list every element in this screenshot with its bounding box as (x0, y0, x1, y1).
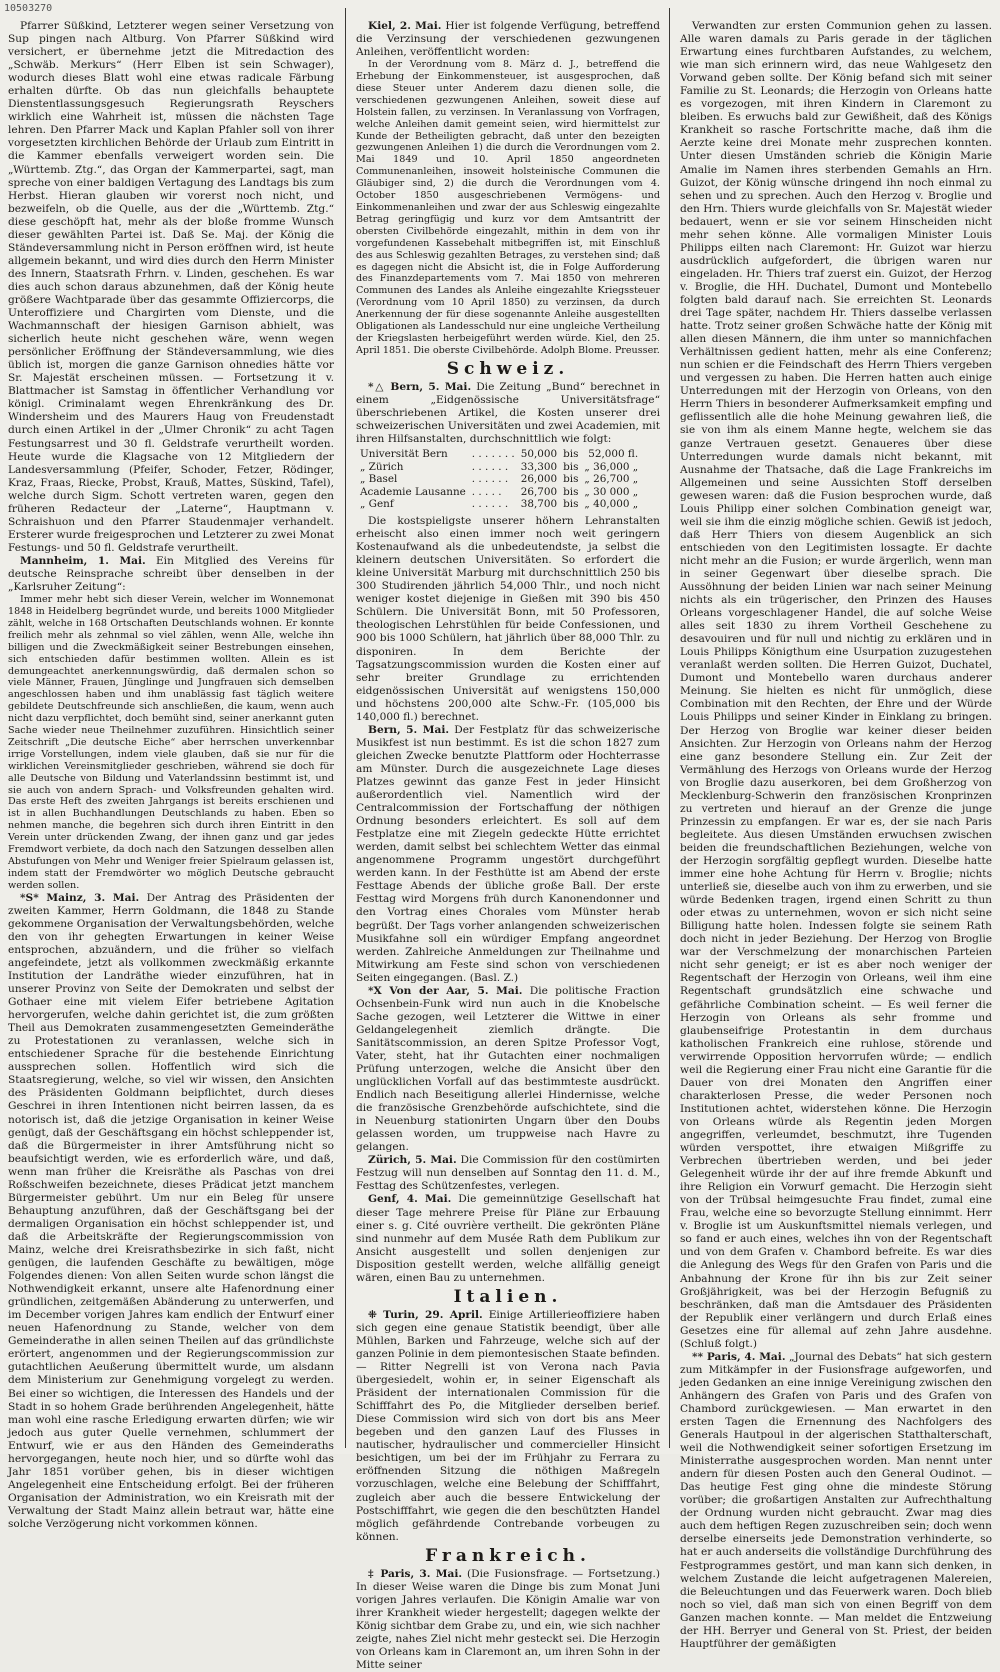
dateline: Mannheim, 1. Mai. (20, 554, 146, 567)
dateline: *X Von der Aar, 5. Mai. (368, 984, 523, 997)
column-1 (8, 20, 334, 1530)
article-text: Die politische Fraction Ochsenbein-Funk wird nun auch in die Knobelsche Sache gezogen, weil Letzterer die Wittwe in einer Geldangelegenheit ziemlich drängte. Die Sanitätscommission, an deren Spitze Professor Vogt, Vater, steht, hat ihr Gutachten einer nochmaligen Prüfung unterzogen, welche die Ansicht über den unglücklichen Vorfall auf das bestimmteste ausdrückt. Endlich nach Beseitigung allerlei Hindernisse, welche die französische Grenzbehörde aufschichtete, sind die in Neuenburg stationirten Ungarn über den Doubs gelassen worden, um truppweise nach Havre zu gelangen. (356, 984, 660, 1154)
leader-dots: . . . . . (471, 485, 502, 498)
article-text: Ein Mitglied des Vereins für deutsche Reinsprache schreibt über denselben in der „Karlsruher Zeitung“: (8, 554, 334, 594)
cost-to: „ 30 000 „ (584, 485, 639, 498)
institution-name: „ Zürich (360, 460, 404, 473)
article-text: Pfarrer Süßkind, Letzterer wegen seiner Versetzung von Sup pingen nach Altburg. Von Pfarrer Süßkind wird versichert, er übernehme jetzt die Mitredaction des „Schwäb. Merkurs“ (Herr Elben ist sein Schwager), wodurch dieses Blatt wohl eine etwas radicale Färbung erhalten dürfte. Ob das nun gleichfalls behauptete Dienstentlassungsgesuch Regierungsrath Reyschers wirklich eine Wahrheit ist, müssen die nächsten Tage lehren. Den Pfarrer Mack und Kaplan Pfahler soll von ihrer vorgesetzten kirchlichen Behörde der Urlaub zum Eintritt in die Kammer ebenfalls verweigert worden sein. Die „Württemb. Ztg.“, das Organ der Kammerpartei, sagt, man spreche von einer baldigen Vertagung des Landtags bis zum Herbst. Hieran glauben wir vorerst noch nicht, und bezweifeln, ob die Quelle, aus der die „Württemb. Ztg.“ diese geschöpft hat, mehr als der bloße fromme Wunsch dieser gewählten Partei ist. Daß Se. Maj. der König die Ständeversammlung nicht in Person eröffnen wird, ist heute allgemein bekannt, und wird dies durch den Herrn Minister des Innern, Staatsrath Frhrn. v. Linden, geschehen. Es war dies auch schon daraus abzunehmen, daß der König heute größere Wachtparade über das gesammte Offiziercorps, die Unteroffiziere und Chargirten vom Dienste, und die Wachmannschaft der hiesigen Garnison abhielt, was sicherlich heute nicht geschehen wäre, wenn wegen persönlicher Eröffnung der Ständeversammlung, wie dies üblich ist, morgen die ganze Garnison ohnedies hätte vor Sr. Majestät erscheinen müssen. — Fortsetzung it v. Blattmacher ist Samstag in öffentlicher Verhandlung vor königl. Criminalamt wegen Ehrenkränkung des Dr. Windersheim und des Maurers Haug von Freudenstadt durch einen Artikel in der „Ulmer Chronik“ zu acht Tagen Festungsarrest und 30 fl. Geldstrafe verurtheilt worden. Heute wurde die Klagsache von 12 Mitgliedern der Landesversammlung (Pfeifer, Schoder, Fetzer, Rödinger, Kraz, Fraas, Riecke, Probst, Krauß, Mattes, Süskind, Tafel), welche durch Sigm. Schott vertreten waren, gegen den früheren Redacteur der „Laterne“, Hauptmann v. Schraishuon und den Pfarrer Staudenmajer verhandelt. Ersterer wurde freigesprochen und Letzterer zu zwei Monat Festungs- und 50 fl. Geldstrafe verurtheilt. (8, 20, 334, 554)
section-heading: Italien. (453, 1286, 563, 1307)
dateline: ⁜ Turin, 29. April. (368, 1308, 483, 1321)
article-paragraph (680, 20, 992, 1351)
column-2 (356, 20, 661, 1672)
column-3 (680, 20, 992, 1650)
cost-to: „ 40,000 „ (584, 498, 639, 511)
section-heading: Frankreich. (425, 1545, 591, 1566)
bis-word: bis (563, 485, 579, 498)
cost-from: 33,300 (520, 460, 558, 473)
column-rule (669, 8, 670, 1448)
leader-dots: . . . . . . . (471, 448, 515, 461)
institution-name: Universität Bern (360, 448, 448, 461)
article-paragraph (356, 59, 660, 357)
article-text: Die Commission für den costümirten Festzug will nun denselben auf Sonntag den 11. d. M., Festtag des Schützenfestes, verlegen. (356, 1154, 661, 1193)
table-row (360, 448, 644, 461)
article-paragraph (8, 892, 334, 1531)
cost-from: 50,000 (520, 448, 558, 461)
dateline: ** Paris, 4. Mai. (692, 1350, 786, 1363)
article-paragraph (356, 381, 660, 446)
cost-to: 52,000 fl. (588, 448, 639, 461)
article-paragraph (8, 555, 334, 594)
article-text: Hier ist folgende Verfügung, betreffend die Verzinsung der verschiedenen gezwungenen Anleihen, veröffentlicht worden: (356, 20, 660, 59)
cost-from: 26,000 (520, 473, 558, 486)
article-text: Die Zeitung „Bund“ berechnet in einem „Eidgenössische Universitätsfrage“ überschriebenen Artikel, die Kosten unserer drei schweizerischen Universitäten und zwei Academien, mit ihren Hilfsanstalten, durchschnittlich wie folgt: (356, 380, 661, 446)
bis-word: bis (563, 473, 579, 486)
leader-dots: . . . . . . (471, 473, 509, 486)
article-paragraph (680, 1351, 992, 1651)
dateline: *△ Bern, 5. Mai. (368, 380, 472, 393)
article-text: Immer mehr hebt sich dieser Verein, welcher im Wonnemonat 1848 in Heidelberg begründet wurde, und bereits 1000 Mitglieder zählt, welche in 168 Ortschaften Deutschlands wohnen. Er konnte freilich mehr als zehnmal so viel zählen, wenn Alle, welche ihn billigen und die Zweckmäßigkeit seiner Bestrebungen einsehen, sich entschieden dafür bestimmen wollten. Allein es ist demungeachtet anerkennungswürdig, daß dermalen schon so viele Männer, Frauen, Jünglinge und Jungfrauen sich demselben angeschlossen haben und ihm unablässig fast täglich weitere gebildete Deutschfreunde sich anschließen, die kaum, wenn auch nicht dazu verpflichtet, doch bemüht sind, seiner anerkannt guten Sache wieder neue Theilnehmer zuzuführen. Hinsichtlich seiner Zeitschrift „Die deutsche Eiche“ aber herrschen unverkennbar irrige Vorstellungen, indem viele glauben, daß sie nur für die wirklichen Vereinsmitglieder geschrieben, während sie doch für alle Deutsche von Bildung und Vaterlandssinn bestimmt ist, und sie auch von andern Sprach- und Volksfreunden gehalten wird. Das erste Heft des zweiten Jahrgangs ist bereits erschienen und ist in allen Buchhandlungen Deutschlands zu haben. Eben so nehmen manche, die begehren sich durch ihren Eintritt in den Verein unter drückenden Zwang, der ihnen ganz und gar jedes Fremdwort verbiete, da doch nach den Satzungen desselben allen Abstufungen von Mehr und Weniger freier Spielraum gelassen ist, indem statt der Fremdwörter wo möglich Deutsche gebraucht werden sollen. (8, 594, 334, 891)
leader-dots: . . . . . . (471, 498, 509, 511)
dateline: Bern, 5. Mai. (368, 723, 450, 736)
article-paragraph (356, 1568, 660, 1672)
dateline: ‡ Paris, 3. Mai. (368, 1567, 463, 1580)
article-paragraph (8, 20, 334, 555)
cost-to: „ 26,700 „ (584, 473, 639, 486)
article-paragraph (356, 1193, 660, 1284)
dateline: Zürich, 5. Mai. (368, 1154, 457, 1167)
article-text: (Die Fusionsfrage. — Fortsetzung.) In dieser Weise waren die Dinge bis zum Monat Juni vorigen Jahres verlaufen. Die Königin Amalie war von ihrer Krankheit wieder hergestellt; dagegen welkte der König sichtbar dem Grabe zu, und ein, wie sich nachher zeigte, nahes Ziel nicht mehr gesteckt sei. Die Herzogin von Orleans kam in Claremont an, um ihren Sohn in der Mitte seiner (356, 1567, 661, 1672)
institution-name: „ Basel (360, 473, 398, 486)
table-row (360, 473, 644, 486)
institution-name: „ Genf (360, 498, 394, 511)
dateline: Kiel, 2. Mai. (368, 20, 442, 32)
table-row (360, 498, 644, 511)
article-paragraph (356, 20, 660, 59)
article-paragraph (356, 515, 660, 724)
table-row (360, 461, 644, 474)
column-rule (345, 8, 346, 1448)
bis-word: bis (563, 498, 579, 511)
dateline: *S* Mainz, 3. Mai. (20, 891, 140, 904)
article-text: Der Antrag des Präsidenten der zweiten Kammer, Herrn Goldmann, die 1848 zu Stande gekommene Organisation der Verwaltungsbehörden, welche den von ihr gehegten Erwartungen in keiner Weise entsprochen, abzuändern, und die früher so vielfach angefeindete, jetzt als vollkommen zweckmäßig erkannte Institution der Landräthe wieder einzuführen, hat in unserer Provinz von Seite der Demokraten und selbst der Gothaer eine mit vielem Eifer betriebene Agitation hervorgerufen, welche dahin gerichtet ist, die zum größten Theil aus Demokraten zusammengesetzten Gemeinderäthe zu Protestationen zu veranlassen, welche sich in entschiedener Sprache für die bestehende Einrichtung aussprechen sollen. Hoffentlich wird sich die Staatsregierung, welche, so viel wir wissen, den Ansichten des Präsidenten Goldmann beipflichtet, durch dieses Geschrei in ihren Intentionen nicht beirren lassen, da es notorisch ist, daß die jetzige Organisation in keiner Weise genügt, daß der Geschäftsgang ein höchst schleppender ist, daß die Bürgermeister in ihrer Amtsführung nicht so beaufsichtigt werden, wie es erforderlich wäre, und daß, wenn man früher die Kreisräthe als Paschas von drei Roßschweifen bezeichnete, dieses Prädicat jetzt manchem Bürgermeister gebührt. Um nur ein Beleg für unsere Behauptung anzuführen, daß der Geschäftsgang bei der dermaligen Organisation ein höchst schleppender ist, und daß die Arbeitskräfte der Regierungscommission von Mainz, welche drei Kreisrathsbezirke in sich faßt, nicht genügen, die laufenden Geschäfte zu bewältigen, möge Folgendes dienen: Von allen Seiten wurde schon längst die Nothwendigkeit erkannt, unsere alte Hafenordnung einer gründlichen, zeitgemäßen Abänderung zu unterwerfen, und im December vorigen Jahres kam endlich der Entwurf einer neuen Hafenordnung zu Stande, welcher von dem Gemeinderathe in allen seinen Theilen auf das gründlichste erörtert, angenommen und der Regierungscommission zur gutachtlichen Aeußerung übermittelt wurde, um alsdann dem Ministerium zur Genehmigung vorgelegt zu werden. Bei einer so wichtigen, die Interessen des Handels und der Stadt in so hohem Grade berührenden Angelegenheit, hätte man wohl eine rasche Erledigung erwarten dürfen; wie wir jedoch aus guter Quelle vernehmen, schlummert der Entwurf, wie er aus den Händen des Gemeinderaths hervorgegangen, heute noch hier, und so dürfte wohl das Jahr 1851 vorüber gehen, bis in dieser wichtigen Angelegenheit eine Entscheidung erfolgt. Bei der früheren Organisation der Administration, wo ein Kreisrath mit der Verwaltung der Stadt Mainz allein betraut war, hätte eine solche Verzögerung nicht vorkommen können. (8, 891, 334, 1530)
section-heading: Schweiz. (446, 358, 570, 379)
article-paragraph (8, 594, 334, 892)
article-text: Der Festplatz für das schweizerische Musikfest ist nun bestimmt. Es ist die schon 1827 zum gleichen Zwecke benutzte Plattform oder Hochterrasse am Münster. Durch die ausgezeichnete Lage dieses Platzes gewinnt das ganze Fest in jeder Hinsicht außerordentlich viel. Namentlich wird der Centralcommission der Fortschaffung der nöthigen Ordnung besonders erleichtert. Es soll auf dem Festplatze eine mit Ziegeln gedeckte Hütte errichtet werden, damit selbst bei schlechtem Wetter das einmal angenommene Programm ungestört durchgeführt werden kann. In der Festhütte ist am Abend der erste Festtage Abends der übliche große Ball. Der erste Festtag wird Morgens früh durch Kanonendonner und den Vortrag eines Chorales vom Münster herab begrüßt. Der Tags vorher anlangenden schweizerischen Musikfahne soll ein würdiger Empfang angeordnet werden. Zahlreiche Anmeldungen zur Theilnahme und Mitwirkung am Feste sind schon von verschiedenen Seiten eingegangen. (Basl. Z.) (356, 723, 660, 984)
article-text: Verwandten zur ersten Communion gehen zu lassen. Alle waren damals zu Paris gerade in der täglichen Erwartung eines furchtbaren Aufstandes, zu welchem, wie man sich erinnern wird, das neue Wahlgesetz den Vorwand geben sollte. Der König befand sich mit seiner Familie zu St. Leonards; die Herzogin von Orleans hatte es vorgezogen, mit ihren Kindern in Claremont zu bleiben. Es erwuchs bald zur Gewißheit, daß des Königs Krankheit so rasche Fortschritte mache, daß ihm die Aerzte keine drei Monate mehr zusprechen konnten. Unter diesen Umständen schrieb die Königin Marie Amalie im Namen ihres sterbenden Gemahls an Hrn. Guizot, der König wünsche dringend ihn noch einmal zu sehen und zu sprechen. Auch den Herzog v. Broglie und den Hrn. Thiers wurde gleichfalls von Sr. Majestät wieder bedauert, wenn er sie vor seinem Hinscheiden nicht mehr sehen könne. Alle vormaligen Minister Louis Philipps eilten nach Claremont: Hr. Guizot war hierzu ausdrücklich aufgefordert, die übrigen waren nur eingeladen. Hr. Thiers traf zuerst ein. Guizot, der Herzog v. Broglie, die HH. Duchatel, Dumont und Montebello folgten bald darauf nach. Sie erreichten St. Leonards drei Tage später, nachdem Hr. Thiers dasselbe verlassen hatte. Trotz seiner großen Schwäche hatte der König mit allen diesen Männern, die ihm unter so mannichfachen Verhältnissen gedient hatten, mehr als eine Conferenz; nun schien er die Feindschaft des Herrn Thiers vergeben und vergessen zu haben. Die Herren hatten auch einige Unterredungen mit der Herzogin von Orleans, von den Herrn Thiers in besonderer Aufmerksamkeit empfing und geflissentlich alle die hohe Meinung gewahren ließ, die sie von ihm als einem Manne hegte, welchem sie das ganze Vertrauen gesetzt. Genaueres über diese Unterredungen wurde damals nicht bekannt, mit Ausnahme der Thatsache, daß die Lage Frankreichs im Allgemeinen und seine Aussichten Stoff derselben gewesen waren: daß die Fusion besprochen wurde, daß Louis Philipp einer solchen Combination geneigt war, weil sie ihm die einzig mögliche schien. Gewiß ist jedoch, daß Herr Thiers von diesem Augenblick an sich entschieden von den Legitimisten lossagte. Er dachte nicht mehr an die Fusion; er wurde ärgerlich, wenn man in seiner Gegenwart über dieselbe sprach. Die Aussöhnung der beiden Linien war nach seiner Meinung nichts als ein trügerischer, den Prinzen des Hauses Orleans vorgeschlagener Handel, die auf solche Weise alles seit 1830 zu ihrem Vortheil Geschehene zu desavouiren und für null und nichtig zu erklären und in Louis Philipps Königthum eine Usurpation zuzugestehen veranlaßt werden sollten. Die Herren Guizot, Duchatel, Dumont und Montebello waren durchaus anderer Meinung. Sie hielten es nicht für unmöglich, diese Combination mit den Rechten, der Ehre und der Würde Louis Philipps und seiner Kinder in Einklang zu bringen. Der Herzog von Broglie war keiner dieser beiden Ansichten. Zur Herzogin von Orleans nahm der Herzog eine ganz besondere Stellung ein. Zur Zeit der Vermählung des Herzogs von Orleans wurde der Herzog von Broglie dazu auserkoren, bei dem Großherzog von Mecklenburg-Schwerin den französischen Kronprinzen zu vertreten und hierauf an der Grenze die junge Prinzessin zu empfangen. Er war es, der sie nach Paris begleitete. Aus diesen Umständen erwuchsen zwischen beiden die freundschaftlichen Beziehungen, welche von der Herzogin sorgfältig gepflegt wurden. Dieselbe hatte immer eine hohe Achtung für Herrn v. Broglie; nichts unterließ sie, dieselbe auch von ihm zu erwerben, und sie würde Bedenken tragen, irgend einen Schritt zu thun oder etwas zu unternehmen, wovon er sich nicht seine Billigung hatte holen. Indessen folgte sie seinem Rath doch nicht in jeder Beziehung. Der Herzog von Broglie war der Verschmelzung der monarchischen Parteien nicht sehr geneigt; er ist es aber noch weniger der Regentschaft der Herzogin von Orleans, weil ihm eine Regentschaft grundsätzlich eine schwache und gefährliche Combination scheint. — Es weil ferner die Herzogin von Orleans als sehr fromme und glaubenseifrige Protestantin in dem durchaus katholischen Frankreich eine ruhlose, störende und verwirrende Opposition hervorrufen würde; — endlich weil die Regierung einer Frau nicht eine Garantie für die Dauer von drei Monaten den Angriffen einer charakterlosen Presse, die weder Personen noch Institutionen achtet, widerstehen könne. Die Herzogin von Orleans würde als Regentin jeden Morgen angegriffen, verleumdet, beschmutzt, ihre Tugenden würden verspottet, ihre etwaigen Mißgriffe zu Verbrechen übertrieben werden, und bei jeder Gelegenheit würde ihr der auf ihre fremde Abkunft und ihre Religion ein Vorwurf gemacht. Die Herzogin sieht von der Trübsal heimgesuchte Frau findet, zumal eine Frau, welche eine so bevorzugte Stellung einnimmt. Herr v. Broglie ist um Auskunftsmittel niemals verlegen, und so fand er auch eines, welches ihn von der Regentschaft und von dem Grafen v. Chambord befreite. Es war dies die Anlegung des Wegs für den Grafen von Paris und die Anbahnung der Krone für ihn bis zur Zeit seiner Großjährigkeit, was bei der Herzogin Befugniß zu beschränken, daß man die Amtsdauer des Präsidenten der Republik einer verlängern und durch Erlaß eines Gesetzes eine für allemal auf zehn Jahre ausdehne. (Schluß folgt.) (680, 20, 992, 1350)
article-paragraph (356, 1154, 660, 1193)
article-text: „Journal des Debats“ hat sich gestern zum Mitkämpfer in der Fusionsfrage aufgeworfen, und jeden Gedanken an eine innige Vereinigung zwischen den Anhängern des Grafen von Paris und des Grafen von Chambord zurückgewiesen. — Man erwartet in den ersten Tagen die Ernennung des Nachfolgers des Generals Hautpoul in der algerischen Statthalterschaft, weil die Nothwendigkeit seiner sofortigen Ersetzung im Ministerrathe ausgesprochen worden. Man nennt unter andern für diesen Posten auch den General Oudinot. — Das heutige Fest ging ohne die mindeste Störung vorüber; die großartigen Anstalten zur Aufrechthaltung der Ordnung wurden nicht gebraucht. Zwar mag dies auch dem heftigen Regen zuzuschreiben sein; doch wenn derselbe einerseits jede Demonstration verhinderte, so hat er auch anderseits die vollständige Durchführung des Festprogrammes gestört, und man kann sich denken, in welchem Zustande die leicht aufgetragenen Malereien, die Beleuchtungen und das Feuerwerk waren. Doch blieb noch so viel, daß man sich von einen Begriff von dem Ganzen machen konnte. — Man meldet die Entzweiung der HH. Berryer und General von St. Priest, der beiden Hauptführer der gemäßigten (680, 1350, 992, 1650)
cost-table (360, 448, 644, 511)
cost-from: 38,700 (520, 498, 558, 511)
cost-from: 26,700 (520, 485, 558, 498)
article-paragraph (356, 724, 660, 985)
table-row (360, 486, 644, 499)
article-text: Die kostspieligste unserer höhern Lehranstalten erheischt also einen immer noch weit geringern Kostenaufwand als die unbedeutendste, ja selbst die kleinern deutschen Universitäten. So erfordert die kleine Universität Marburg mit durchschnittlich 250 bis 300 Studirenden jährlich 54,000 Thlr., und noch nicht weniger kostet diejenige in Gießen mit 390 bis 450 Schülern. Die Universität Bonn, mit 50 Professoren, theologischen Lehrstühlen für beide Confessionen, und 900 bis 1000 Schülern, hat jährlich über 88,000 Thlr. zu disponiren. In dem Berichte der Tagsatzungscommission wurden die Kosten einer auf sehr breiter Grundlage zu errichtenden eidgenössischen Universität auf wenigstens 150,000 und höchstens 200,000 alte Schw.-Fr. (105,000 bis 140,000 fl.) berechnet. (356, 515, 660, 723)
institution-name: Academie Lausanne (360, 485, 466, 498)
article-text: Einige Artillerieoffiziere haben sich gegen eine genaue Statistik beendigt, über alle Mühlen, Barken und Fahrzeuge, welche sich auf der ganzen Polinie in dem piemontesischen Staate befinden. — Ritter Negrelli ist von Verona nach Pavia übergesiedelt, wohin er, in seiner Eigenschaft als Präsident der internationalen Commission für die Schifffahrt des Po, die Mitglieder derselben berief. Diese Commission wird sich von dort bis ans Meer begeben und den ganzen Lauf des Flusses in nautischer, hydraulischer und commercieller Hinsicht besichtigen, um bei der im Frühjahr zu Ferrara zu eröffnenden Sitzung die nöthigen Maßregeln vorzuschlagen, welche eine Belebung der Schifffahrt, zugleich aber auch die bessere Entwickelung der Postschifffahrt, wie gegen die den beschützten Handel möglich gefährdende Contrebande vorbeugen zu können. (356, 1308, 660, 1543)
dateline: Genf, 4. Mai. (368, 1193, 452, 1206)
article-paragraph (356, 1309, 660, 1544)
article-text: Die gemeinnützige Gesellschaft hat dieser Tage mehrere Preise für Pläne zur Erbauung einer s. g. Cité ouvrière vertheilt. Die gekrönten Pläne sind nunmehr auf dem Musée Rath dem Publikum zur Ansicht ausgestellt und sollen denjenigen zur Disposition gestellt werden, welche allfällig geneigt wären, einen Bau zu unternehmen. (356, 1193, 660, 1284)
cost-to: „ 36,000 „ (584, 460, 639, 473)
leader-dots: . . . . . . (471, 460, 509, 473)
page-id: 10503270 (4, 3, 53, 14)
article-text: In der Verordnung vom 8. März d. J., betreffend die Erhebung der Einkommensteuer, ist ausgesprochen, daß diese Steuer unter Anderem dazu dienen solle, die verschiedenen gezwungenen Anleihen, soweit diese auf Holstein fallen, zu verzinsen. In Veranlassung von Vorfragen, welche Anleihen damit gemeint seien, wird hiermittelst zur Kunde der Betheiligten gebracht, daß unter den bezeigten gezwungenen Anleihen 1) die durch die Verordnungen vom 2. Mai 1849 und 10. April 1850 angeordneten Communenanleihen, insoweit holsteinische Communen die Gläubiger sind, 2) die durch die Verordnungen vom 4. October 1850 ausgeschriebenen Vermögens- und Einkommenanleihen und zwar der aus Schleswig eingezahlte Betrag geringfügig und kurz vor dem Amtsantritt der obersten Civilbehörde eingezahlt, mithin in dem von ihr vorgefundenen Kassebehalt mitbegriffen ist, mit Einschluß des aus Schleswig gezahlten Betrages, zu verstehen sind; daß es dagegen nicht die Absicht ist, die in Folge Aufforderung des Finanzdepartements vom 7. Mai 1850 von mehreren Communen des Landes als Anleihe eingezahlte Kriegssteuer (Verordnung vom 10 April 1850) zu verzinsen, da durch Anerkennung der für diese sogenannte Anleihe ausgestellten Obligationen als Landesschuld nur eine ungleiche Vertheilung der Kriegslasten herbeigeführt werden würde. Kiel, den 25. April 1851. Die oberste Civilbehörde. Adolph Blome. Preusser. (356, 59, 660, 356)
article-paragraph (356, 985, 660, 1155)
bis-word: bis (563, 460, 579, 473)
bis-word: bis (563, 448, 579, 461)
